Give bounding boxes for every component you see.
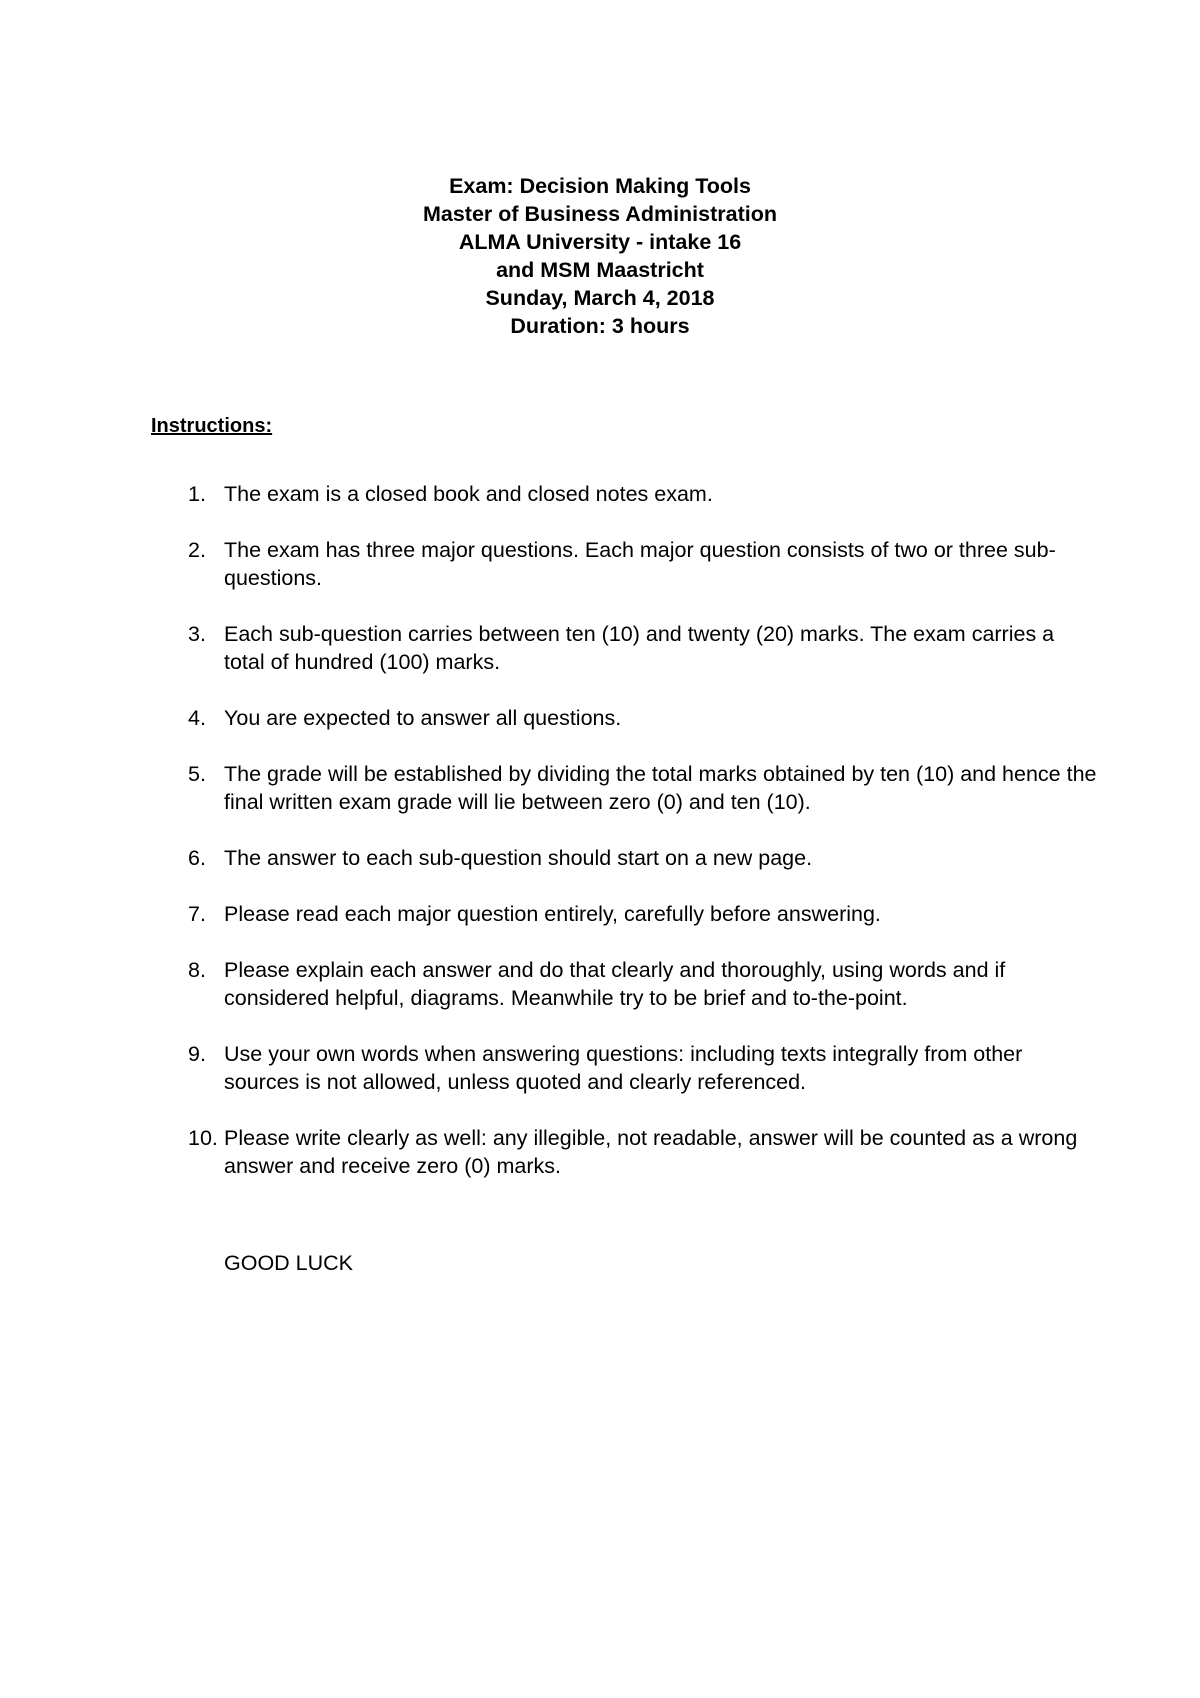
- instruction-text: Please write clearly as well: any illegible, not readable, answer will be counted as a wrong answer and receive zero (0) marks.: [224, 1126, 1078, 1178]
- instruction-item: [180, 900, 1100, 928]
- instruction-number: 4.: [188, 706, 206, 730]
- instruction-text: The exam has three major questions. Each major question consists of two or three sub-questions.: [224, 538, 1056, 590]
- instruction-text: Please explain each answer and do that clearly and thoroughly, using words and if considered helpful, diagrams. Meanwhile try to be brief and to-the-point.: [224, 958, 1006, 1010]
- instruction-number: 10.: [188, 1126, 218, 1150]
- instruction-number: 9.: [188, 1042, 206, 1066]
- instruction-text: The answer to each sub-question should start on a new page.: [224, 846, 813, 870]
- instruction-item: [180, 1040, 1100, 1096]
- instruction-number: 7.: [188, 902, 206, 926]
- instruction-text: You are expected to answer all questions.: [224, 706, 622, 730]
- program-name: Master of Business Administration: [422, 202, 777, 226]
- exam-header: [0, 172, 1200, 340]
- instruction-item: [180, 956, 1100, 1012]
- instruction-number: 3.: [188, 622, 206, 646]
- instruction-item: [180, 704, 1100, 732]
- partner-name: and MSM Maastricht: [496, 258, 704, 282]
- exam-date: Sunday, March 4, 2018: [485, 286, 715, 310]
- exam-duration: Duration: 3 hours: [510, 314, 690, 338]
- instruction-number: 2.: [188, 538, 206, 562]
- instruction-number: 6.: [188, 846, 206, 870]
- instruction-number: 1.: [188, 482, 206, 506]
- instruction-text: The grade will be established by dividing the total marks obtained by ten (10) and hence the final written exam grade will lie between zero (0) and ten (10).: [224, 762, 1097, 814]
- instruction-number: 8.: [188, 958, 206, 982]
- instruction-item: [180, 1124, 1100, 1180]
- instruction-item: [180, 620, 1100, 676]
- instruction-text: Please read each major question entirely, carefully before answering.: [224, 902, 881, 926]
- instruction-item: [180, 760, 1100, 816]
- university-name: ALMA University - intake 16: [458, 230, 742, 254]
- exam-title: Exam: Decision Making Tools: [449, 174, 751, 198]
- instruction-text: Use your own words when answering questions: including texts integrally from other sources is not allowed, unless quoted and clearly referenced.: [224, 1042, 1023, 1094]
- instruction-number: 5.: [188, 762, 206, 786]
- instruction-item: [180, 536, 1100, 592]
- closing-text: GOOD LUCK: [224, 1251, 354, 1275]
- instruction-item: [180, 844, 1100, 872]
- instruction-item: [180, 480, 1100, 508]
- instructions-heading: Instructions:: [151, 415, 273, 437]
- instruction-text: The exam is a closed book and closed notes exam.: [224, 482, 713, 506]
- instruction-text: Each sub-question carries between ten (10) and twenty (20) marks. The exam carries a total of hundred (100) marks.: [224, 622, 1055, 674]
- instructions-list: [180, 480, 1100, 1208]
